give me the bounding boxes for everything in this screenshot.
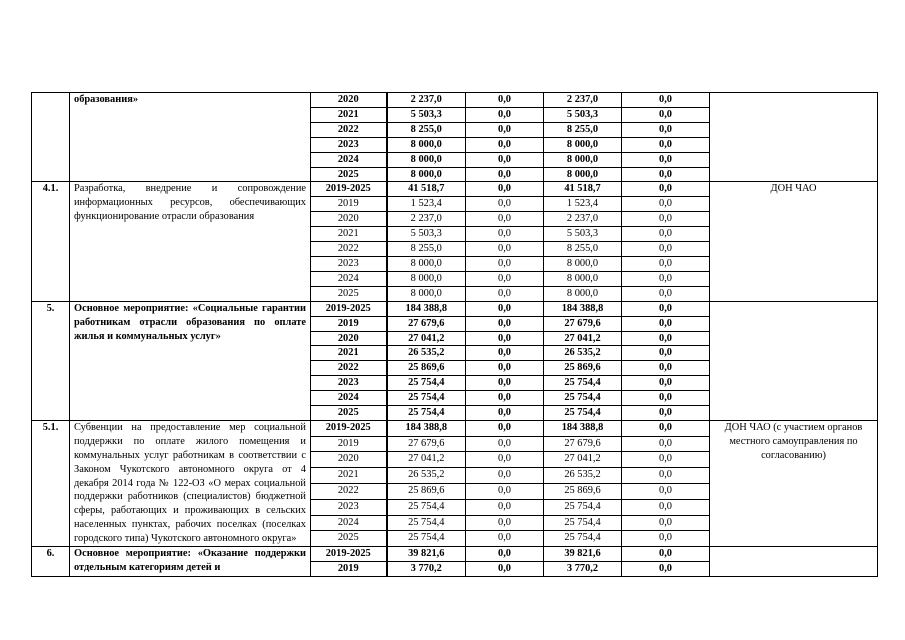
other-cell: 0,0 xyxy=(622,93,710,108)
regional-cell: 2 237,0 xyxy=(544,212,622,227)
regional-cell: 8 000,0 xyxy=(544,271,622,286)
year-cell: 2023 xyxy=(311,499,387,515)
federal-cell: 0,0 xyxy=(466,346,544,361)
table-row xyxy=(32,182,878,197)
other-cell: 0,0 xyxy=(622,301,710,316)
federal-cell: 0,0 xyxy=(466,452,544,468)
regional-cell: 26 535,2 xyxy=(544,468,622,484)
year-cell: 2025 xyxy=(311,406,387,421)
year-cell: 2022 xyxy=(311,122,387,137)
year-cell: 2020 xyxy=(311,93,387,108)
year-cell: 2022 xyxy=(311,361,387,376)
total-cell: 25 754,4 xyxy=(387,531,466,547)
other-cell: 0,0 xyxy=(622,137,710,152)
regional-cell: 39 821,6 xyxy=(544,547,622,562)
year-cell: 2020 xyxy=(311,452,387,468)
federal-cell: 0,0 xyxy=(466,420,544,436)
regional-cell: 8 255,0 xyxy=(544,122,622,137)
total-cell: 2 237,0 xyxy=(387,212,466,227)
regional-cell: 8 255,0 xyxy=(544,242,622,257)
year-cell: 2019 xyxy=(311,562,387,577)
year-cell: 2019-2025 xyxy=(311,301,387,316)
year-cell: 2022 xyxy=(311,484,387,500)
other-cell: 0,0 xyxy=(622,197,710,212)
table-row xyxy=(32,547,878,562)
federal-cell: 0,0 xyxy=(466,227,544,242)
regional-cell: 27 679,6 xyxy=(544,436,622,452)
other-cell: 0,0 xyxy=(622,107,710,122)
other-cell: 0,0 xyxy=(622,152,710,167)
year-cell: 2019-2025 xyxy=(311,547,387,562)
other-cell: 0,0 xyxy=(622,376,710,391)
table-row xyxy=(32,301,878,316)
year-cell: 2019-2025 xyxy=(311,182,387,197)
table-row xyxy=(32,420,878,436)
federal-cell: 0,0 xyxy=(466,137,544,152)
other-cell: 0,0 xyxy=(622,406,710,421)
total-cell: 27 679,6 xyxy=(387,436,466,452)
federal-cell: 0,0 xyxy=(466,484,544,500)
row-description: образования» xyxy=(70,93,311,182)
regional-cell: 8 000,0 xyxy=(544,152,622,167)
row-number: 5. xyxy=(32,301,70,420)
row-number: 4.1. xyxy=(32,182,70,301)
regional-cell: 25 869,6 xyxy=(544,361,622,376)
total-cell: 26 535,2 xyxy=(387,346,466,361)
federal-cell: 0,0 xyxy=(466,531,544,547)
total-cell: 25 754,4 xyxy=(387,406,466,421)
total-cell: 8 000,0 xyxy=(387,137,466,152)
executor-cell xyxy=(710,547,878,577)
other-cell: 0,0 xyxy=(622,484,710,500)
regional-cell: 8 000,0 xyxy=(544,137,622,152)
other-cell: 0,0 xyxy=(622,242,710,257)
federal-cell: 0,0 xyxy=(466,152,544,167)
year-cell: 2019 xyxy=(311,316,387,331)
executor-cell: ДОН ЧАО xyxy=(710,182,878,301)
year-cell: 2025 xyxy=(311,167,387,182)
federal-cell: 0,0 xyxy=(466,316,544,331)
total-cell: 27 679,6 xyxy=(387,316,466,331)
year-cell: 2023 xyxy=(311,256,387,271)
other-cell: 0,0 xyxy=(622,420,710,436)
executor-cell xyxy=(710,93,878,182)
regional-cell: 25 754,4 xyxy=(544,499,622,515)
regional-cell: 3 770,2 xyxy=(544,562,622,577)
federal-cell: 0,0 xyxy=(466,242,544,257)
total-cell: 8 255,0 xyxy=(387,122,466,137)
regional-cell: 41 518,7 xyxy=(544,182,622,197)
row-number: 5.1. xyxy=(32,420,70,546)
total-cell: 8 000,0 xyxy=(387,152,466,167)
regional-cell: 25 754,4 xyxy=(544,531,622,547)
total-cell: 27 041,2 xyxy=(387,452,466,468)
total-cell: 2 237,0 xyxy=(387,93,466,108)
total-cell: 39 821,6 xyxy=(387,547,466,562)
other-cell: 0,0 xyxy=(622,271,710,286)
total-cell: 184 388,8 xyxy=(387,420,466,436)
federal-cell: 0,0 xyxy=(466,331,544,346)
other-cell: 0,0 xyxy=(622,547,710,562)
row-description: Основное мероприятие: «Социальные гарантии работникам отрасли образования по оплате жилья и коммунальных услуг» xyxy=(70,301,311,420)
other-cell: 0,0 xyxy=(622,468,710,484)
federal-cell: 0,0 xyxy=(466,286,544,301)
total-cell: 8 000,0 xyxy=(387,271,466,286)
year-cell: 2022 xyxy=(311,242,387,257)
regional-cell: 25 869,6 xyxy=(544,484,622,500)
regional-cell: 27 041,2 xyxy=(544,452,622,468)
other-cell: 0,0 xyxy=(622,122,710,137)
regional-cell: 2 237,0 xyxy=(544,93,622,108)
regional-cell: 25 754,4 xyxy=(544,376,622,391)
regional-cell: 1 523,4 xyxy=(544,197,622,212)
year-cell: 2019 xyxy=(311,436,387,452)
total-cell: 25 754,4 xyxy=(387,376,466,391)
other-cell: 0,0 xyxy=(622,286,710,301)
federal-cell: 0,0 xyxy=(466,197,544,212)
regional-cell: 184 388,8 xyxy=(544,301,622,316)
row-number: 6. xyxy=(32,547,70,577)
table-row xyxy=(32,93,878,108)
year-cell: 2021 xyxy=(311,107,387,122)
regional-cell: 26 535,2 xyxy=(544,346,622,361)
regional-cell: 8 000,0 xyxy=(544,167,622,182)
other-cell: 0,0 xyxy=(622,212,710,227)
other-cell: 0,0 xyxy=(622,316,710,331)
other-cell: 0,0 xyxy=(622,562,710,577)
table-body xyxy=(32,93,878,577)
total-cell: 26 535,2 xyxy=(387,468,466,484)
federal-cell: 0,0 xyxy=(466,167,544,182)
year-cell: 2025 xyxy=(311,286,387,301)
budget-table xyxy=(31,92,878,577)
total-cell: 1 523,4 xyxy=(387,197,466,212)
year-cell: 2024 xyxy=(311,152,387,167)
year-cell: 2023 xyxy=(311,137,387,152)
total-cell: 25 754,4 xyxy=(387,391,466,406)
year-cell: 2025 xyxy=(311,531,387,547)
regional-cell: 5 503,3 xyxy=(544,227,622,242)
other-cell: 0,0 xyxy=(622,346,710,361)
row-number xyxy=(32,93,70,182)
other-cell: 0,0 xyxy=(622,331,710,346)
total-cell: 25 869,6 xyxy=(387,361,466,376)
regional-cell: 27 041,2 xyxy=(544,331,622,346)
federal-cell: 0,0 xyxy=(466,468,544,484)
federal-cell: 0,0 xyxy=(466,93,544,108)
other-cell: 0,0 xyxy=(622,182,710,197)
federal-cell: 0,0 xyxy=(466,107,544,122)
executor-cell xyxy=(710,301,878,420)
federal-cell: 0,0 xyxy=(466,361,544,376)
other-cell: 0,0 xyxy=(622,499,710,515)
federal-cell: 0,0 xyxy=(466,122,544,137)
other-cell: 0,0 xyxy=(622,227,710,242)
total-cell: 25 754,4 xyxy=(387,515,466,531)
federal-cell: 0,0 xyxy=(466,182,544,197)
federal-cell: 0,0 xyxy=(466,436,544,452)
year-cell: 2019-2025 xyxy=(311,420,387,436)
year-cell: 2023 xyxy=(311,376,387,391)
year-cell: 2020 xyxy=(311,331,387,346)
total-cell: 3 770,2 xyxy=(387,562,466,577)
regional-cell: 5 503,3 xyxy=(544,107,622,122)
federal-cell: 0,0 xyxy=(466,376,544,391)
other-cell: 0,0 xyxy=(622,391,710,406)
regional-cell: 27 679,6 xyxy=(544,316,622,331)
other-cell: 0,0 xyxy=(622,531,710,547)
federal-cell: 0,0 xyxy=(466,547,544,562)
total-cell: 8 000,0 xyxy=(387,167,466,182)
year-cell: 2020 xyxy=(311,212,387,227)
federal-cell: 0,0 xyxy=(466,256,544,271)
total-cell: 41 518,7 xyxy=(387,182,466,197)
year-cell: 2019 xyxy=(311,197,387,212)
federal-cell: 0,0 xyxy=(466,562,544,577)
year-cell: 2021 xyxy=(311,346,387,361)
total-cell: 8 000,0 xyxy=(387,286,466,301)
regional-cell: 8 000,0 xyxy=(544,256,622,271)
federal-cell: 0,0 xyxy=(466,515,544,531)
row-description: Разработка, внедрение и сопровождение информационных ресурсов, обеспечивающих функционирование отрасли образования xyxy=(70,182,311,301)
total-cell: 184 388,8 xyxy=(387,301,466,316)
regional-cell: 25 754,4 xyxy=(544,515,622,531)
total-cell: 8 255,0 xyxy=(387,242,466,257)
row-description: Основное мероприятие: «Оказание поддержки отдельным категориям детей и xyxy=(70,547,311,577)
row-description: Субвенции на предоставление мер социальной поддержки по оплате жилого помещения и коммунальных услуг работникам в соответствии с Законом Чукотского автономного округа от 4 декабря 2014 года № 122-ОЗ «О мерах социальной поддержки работников (специалистов) бюджетной сферы, работающих и проживающих в сельских населенных пунктах, рабочих поселках (поселках городского типа) Чукотского автономного округа» xyxy=(70,420,311,546)
total-cell: 25 869,6 xyxy=(387,484,466,500)
federal-cell: 0,0 xyxy=(466,212,544,227)
other-cell: 0,0 xyxy=(622,515,710,531)
regional-cell: 25 754,4 xyxy=(544,391,622,406)
year-cell: 2021 xyxy=(311,227,387,242)
total-cell: 8 000,0 xyxy=(387,256,466,271)
other-cell: 0,0 xyxy=(622,256,710,271)
other-cell: 0,0 xyxy=(622,361,710,376)
year-cell: 2021 xyxy=(311,468,387,484)
year-cell: 2024 xyxy=(311,271,387,286)
other-cell: 0,0 xyxy=(622,452,710,468)
year-cell: 2024 xyxy=(311,515,387,531)
total-cell: 5 503,3 xyxy=(387,227,466,242)
executor-cell: ДОН ЧАО (с участием органов местного самоуправления по согласованию) xyxy=(710,420,878,546)
total-cell: 5 503,3 xyxy=(387,107,466,122)
other-cell: 0,0 xyxy=(622,436,710,452)
federal-cell: 0,0 xyxy=(466,406,544,421)
federal-cell: 0,0 xyxy=(466,301,544,316)
regional-cell: 25 754,4 xyxy=(544,406,622,421)
federal-cell: 0,0 xyxy=(466,391,544,406)
federal-cell: 0,0 xyxy=(466,271,544,286)
regional-cell: 8 000,0 xyxy=(544,286,622,301)
other-cell: 0,0 xyxy=(622,167,710,182)
total-cell: 25 754,4 xyxy=(387,499,466,515)
federal-cell: 0,0 xyxy=(466,499,544,515)
regional-cell: 184 388,8 xyxy=(544,420,622,436)
total-cell: 27 041,2 xyxy=(387,331,466,346)
year-cell: 2024 xyxy=(311,391,387,406)
